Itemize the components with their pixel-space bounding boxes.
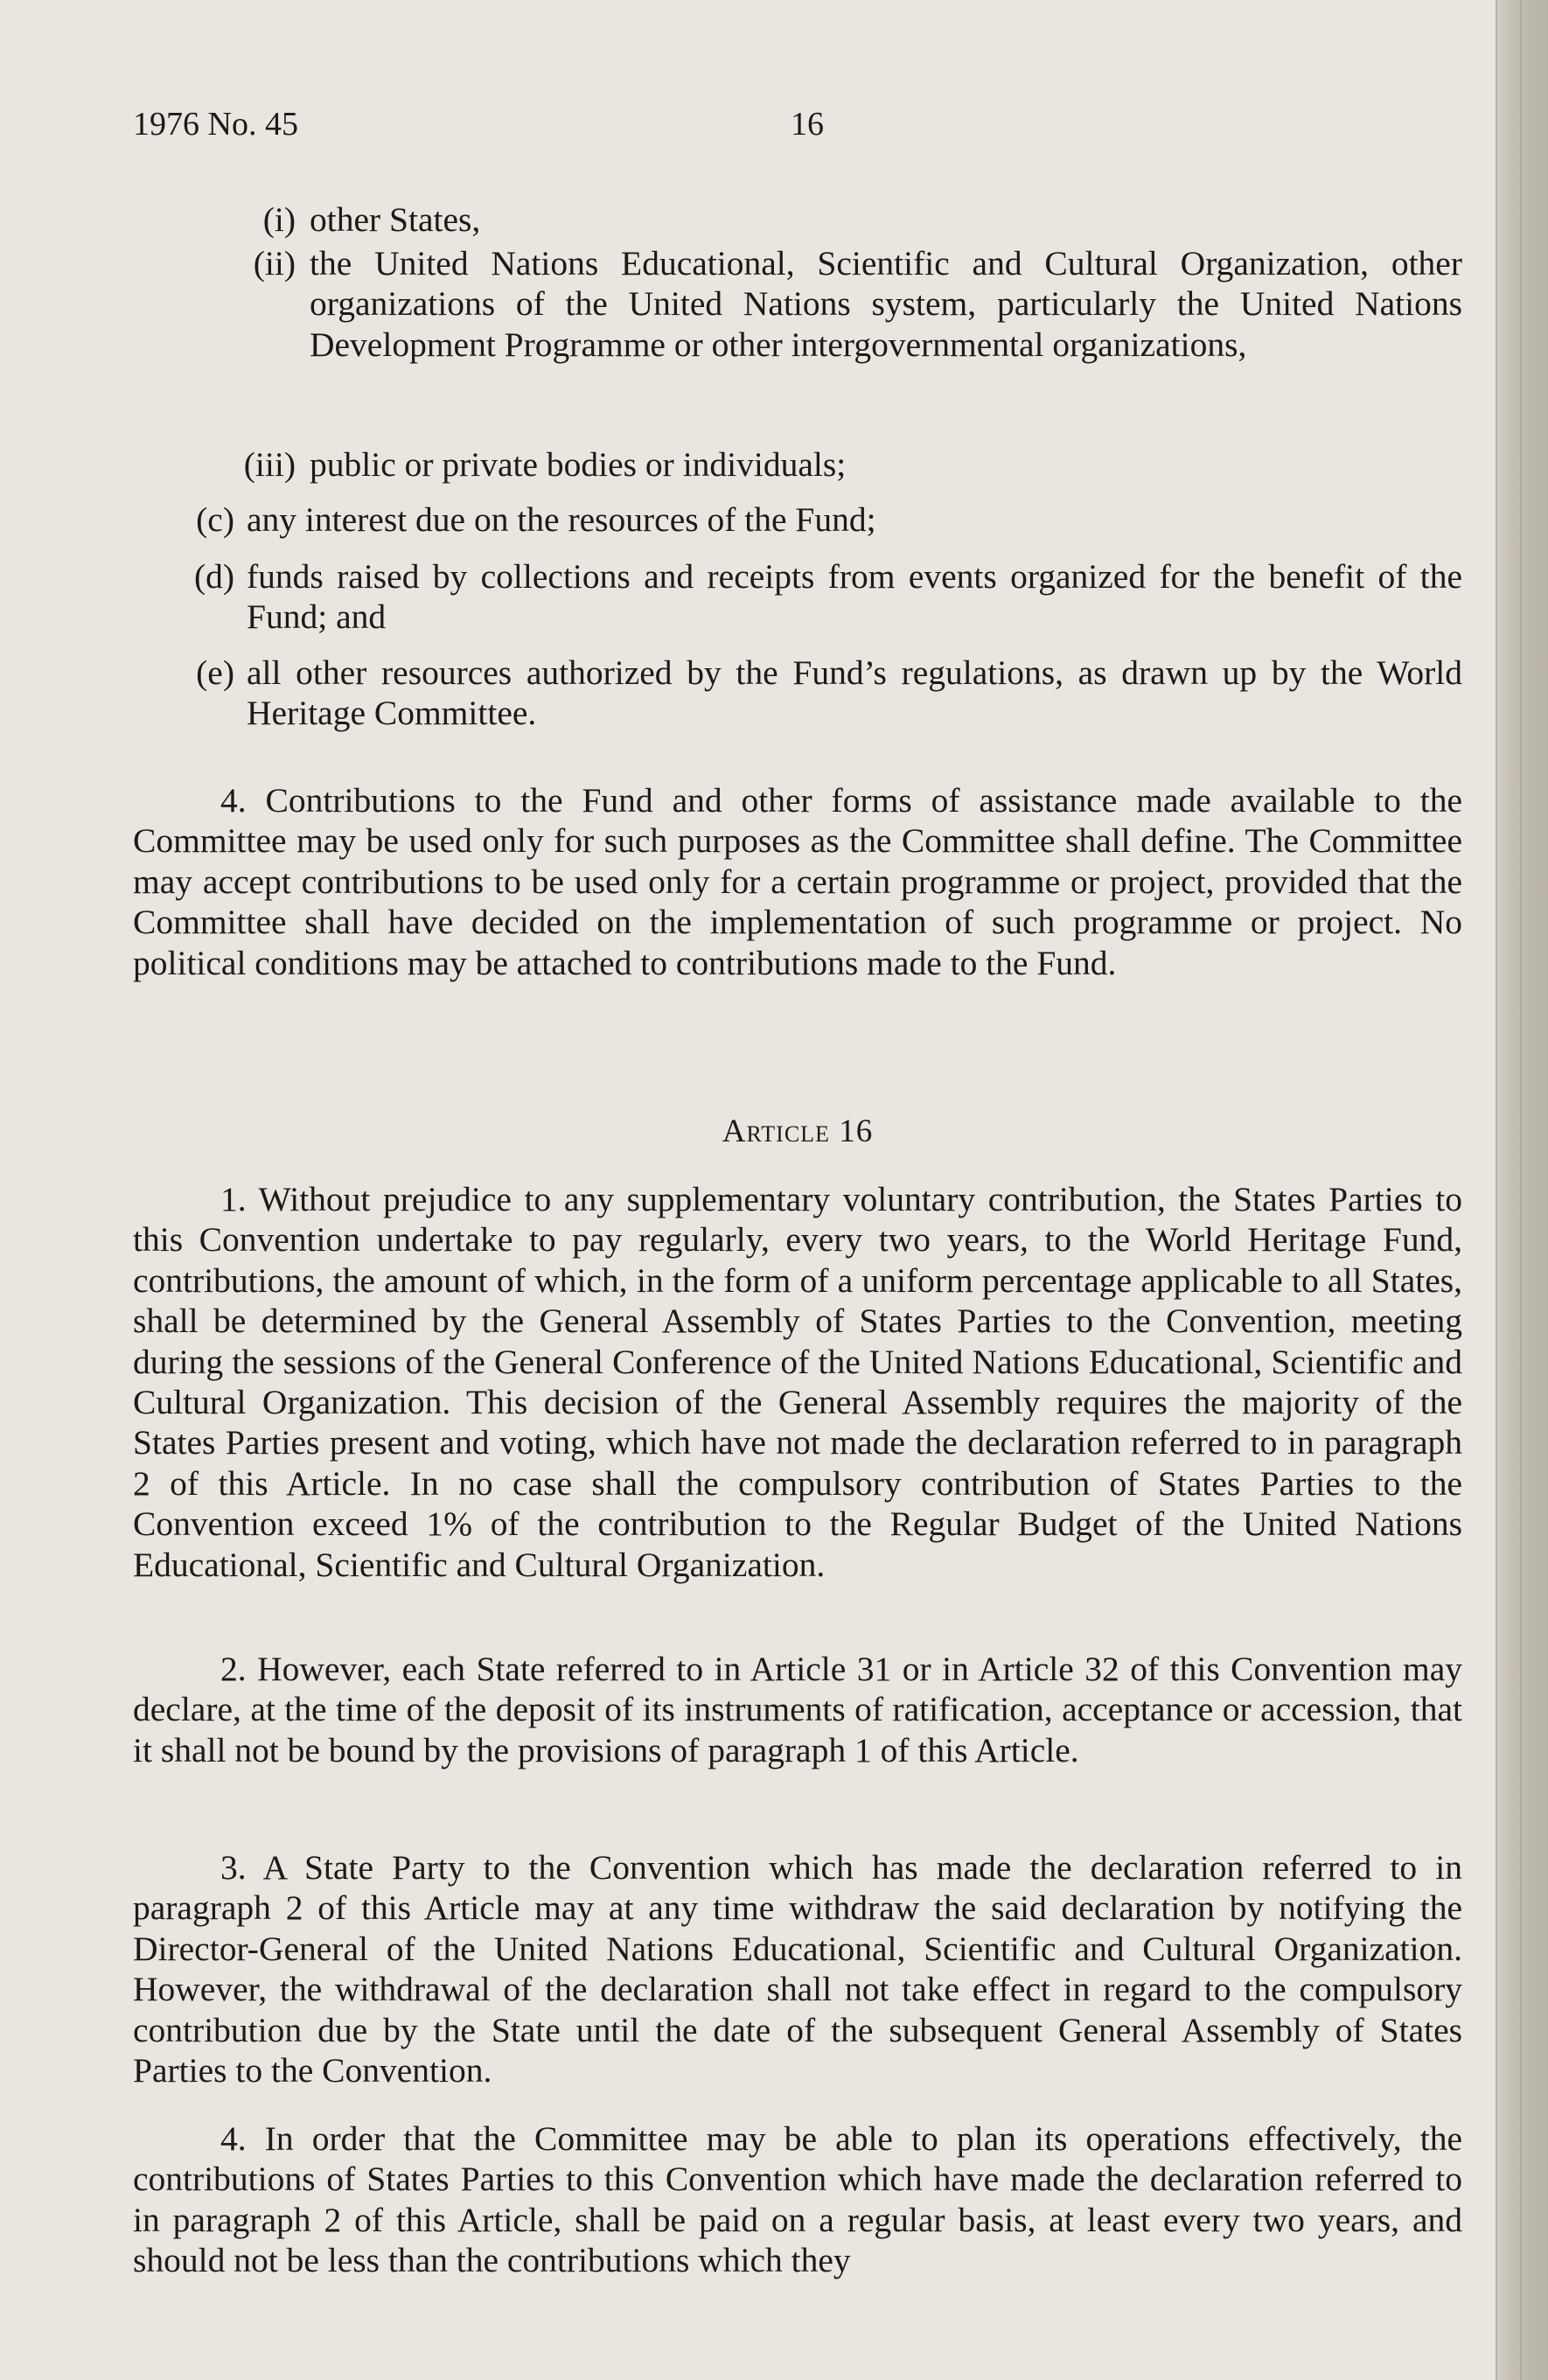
list-item-text: any interest due on the resources of the Fund; (247, 500, 876, 539)
running-header (133, 105, 1462, 149)
list-item-label: (iii) (243, 445, 296, 484)
list-item-label: (d) (193, 557, 234, 596)
paragraph: 1. Without prejudice to any supplementary voluntary contribution, the States Parties to this Convention undertake to pay regularly, every two years, to the World Heritage Fund, contributions, the amount of which, in the form of a uniform percentage applicable to all States, shall be determined by the General Assembly of States Parties to the Convention, meeting during the sessions of the General Conference of the United Nations Educational, Scientific and Cultural Organization. This decision of the General Assembly requires the majority of the States Parties present and voting, which have not made the declaration referred to in paragraph 2 of this Article. In no case shall the compulsory contribution of States Parties to the Convention exceed 1% of the contribution to the Regular Budget of the United Nations Educational, Scientific and Cultural Organization. (133, 1180, 1462, 1584)
page-edge (1497, 0, 1548, 2380)
list-item-label: (e) (196, 653, 234, 692)
paragraph: 3. A State Party to the Convention which has made the declaration referred to in paragraph 2 of this Article may at any time withdraw the said declaration by notifying the Director-General of the United Nations Educational, Scientific and Cultural Organization. However, the withdrawal of the declaration shall not take effect in regard to the compulsory contribution due by the State until the date of the subsequent General Assembly of States Parties to the Convention. (133, 1848, 1462, 2090)
list-item-label: (i) (262, 200, 296, 239)
article-heading (133, 1112, 1462, 1152)
header-year-number: 1976 No. 45 (133, 106, 298, 143)
list-item-text: public or private bodies or individuals; (310, 445, 847, 484)
page-edge-line (1520, 0, 1522, 2380)
list-item-text: other States, (310, 200, 481, 239)
article-heading-text: Article 16 (722, 1113, 874, 1149)
list-item-text: funds raised by collections and receipts from events organized for the benefit of the Fund; and (247, 557, 1462, 637)
page-number: 16 (791, 106, 824, 143)
paragraph: 4. In order that the Committee may be able to plan its operations effectively, the contributions of States Parties to this Convention which have made the declaration referred to in paragraph 2 of this Article, shall be paid on a regular basis, at least every two years, and should not be less than the contributions which they (133, 2119, 1462, 2280)
list-item-text: all other resources authorized by the Fund’s regulations, as drawn up by the World Heritage Committee. (247, 653, 1462, 733)
paragraph: 2. However, each State referred to in Article 31 or in Article 32 of this Convention may declare, at the time of the deposit of its instruments of ratification, acceptance or accession, that it shall not be bound by the provisions of paragraph 1 of this Article. (133, 1650, 1462, 1769)
list-item-label: (c) (196, 500, 234, 539)
paragraph: 4. Contributions to the Fund and other forms of assistance made available to the Committee may be used only for such purposes as the Committee shall define. The Committee may accept contributions to be used only for a certain programme or project, provided that the Committee shall have decided on the implementation of such programme or project. No political conditions may be attached to contributions made to the Fund. (133, 781, 1462, 982)
list-item-label: (ii) (253, 244, 296, 283)
list-item-text: the United Nations Educational, Scientific and Cultural Organization, other organizations of the United Nations system, particularly the United Nations Development Programme or other intergovernmental organizations, (310, 244, 1462, 364)
